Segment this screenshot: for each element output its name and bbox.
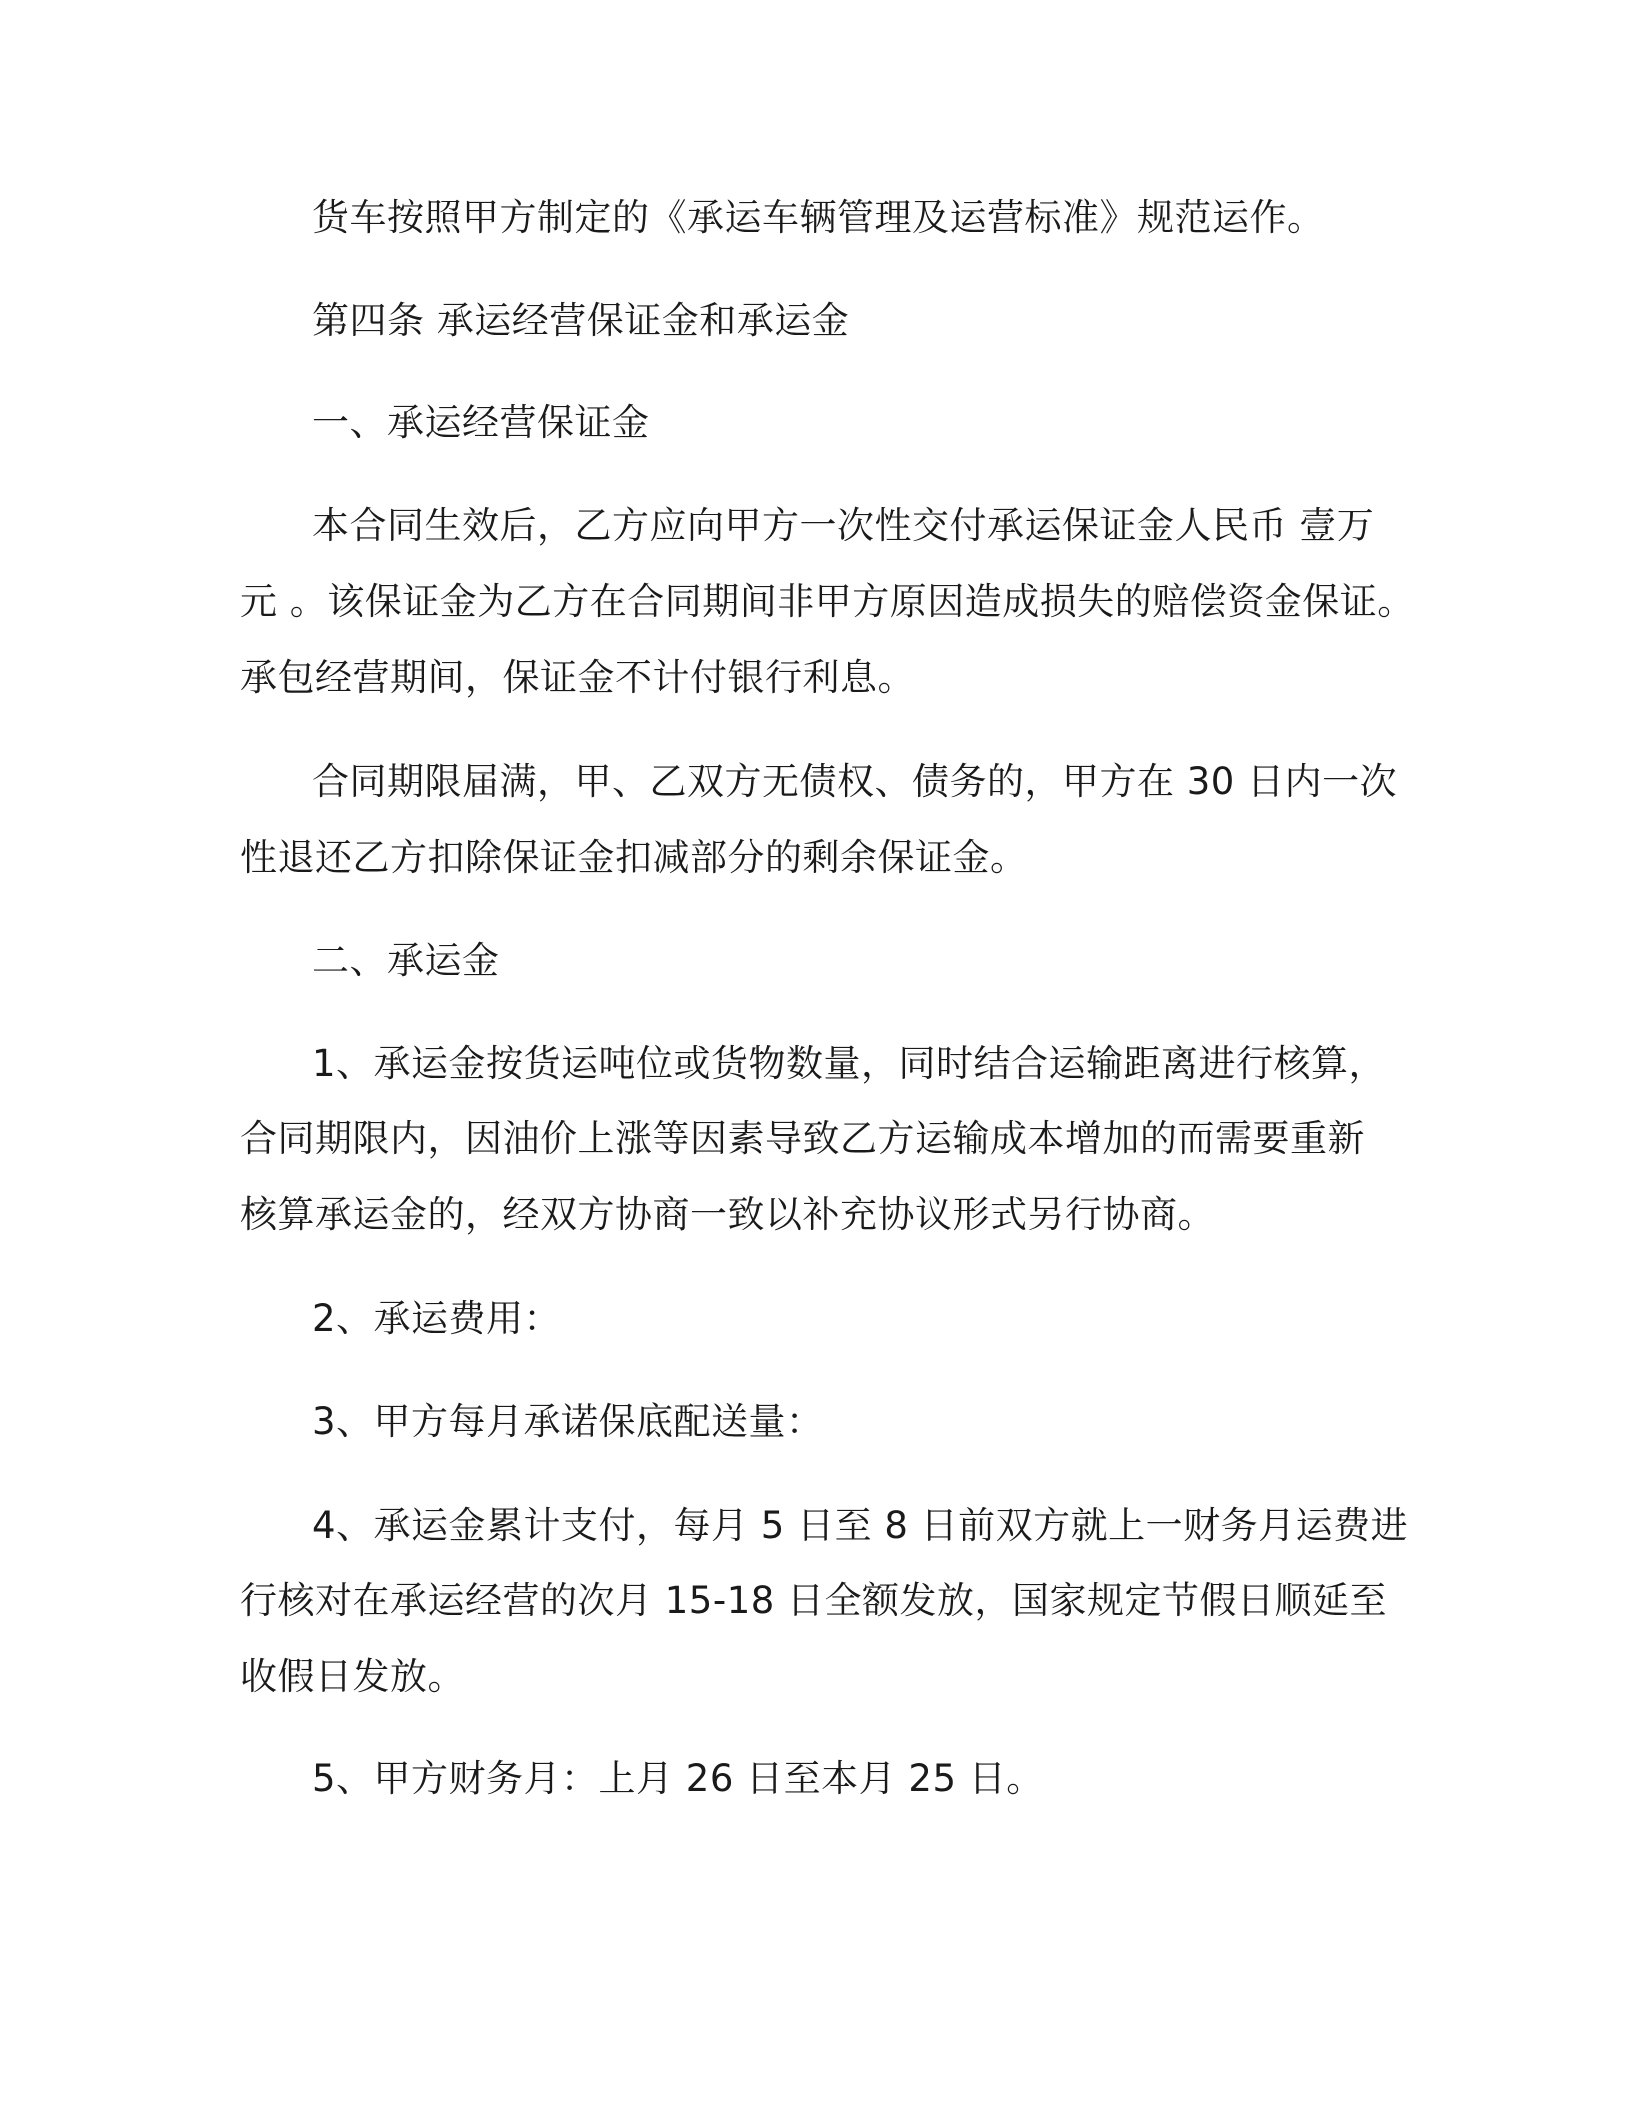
item-5-line: 5、甲方财务月：上月 26 日至本月 25 日。 <box>312 1757 1044 1800</box>
deposit-paragraph-line-2: 元 。该保证金为乙方在合同期间非甲方原因造成损失的赔偿资金保证。 <box>240 580 1415 623</box>
section-two-heading: 二、承运金 <box>312 939 500 982</box>
item-1-line-1: 1、承运金按货运吨位或货物数量，同时结合运输距离进行核算， <box>312 1042 1387 1085</box>
item-1-line-3: 核算承运金的，经双方协商一致以补充协议形式另行协商。 <box>240 1193 1215 1236</box>
item-4-line-1: 4、承运金累计支付，每月 5 日至 8 日前双方就上一财务月运费进 <box>312 1504 1409 1547</box>
deposit-paragraph-line-1: 本合同生效后，乙方应向甲方一次性交付承运保证金人民币 壹万 <box>312 504 1375 547</box>
item-4-line-3: 收假日发放。 <box>240 1655 465 1698</box>
refund-paragraph-line-1: 合同期限届满，甲、乙双方无债权、债务的，甲方在 30 日内一次 <box>312 760 1398 803</box>
article-four-heading: 第四条 承运经营保证金和承运金 <box>312 299 850 342</box>
text-line-operation-standard: 货车按照甲方制定的《承运车辆管理及运营标准》规范运作。 <box>312 196 1325 239</box>
item-2-line: 2、承运费用： <box>312 1297 562 1340</box>
item-1-line-2: 合同期限内，因油价上涨等因素导致乙方运输成本增加的而需要重新 <box>240 1117 1365 1160</box>
section-one-heading: 一、承运经营保证金 <box>312 401 650 444</box>
item-3-line: 3、甲方每月承诺保底配送量： <box>312 1400 824 1443</box>
refund-paragraph-line-2: 性退还乙方扣除保证金扣减部分的剩余保证金。 <box>240 836 1028 879</box>
item-4-line-2: 行核对在承运经营的次月 15-18 日全额发放，国家规定节假日顺延至 <box>240 1579 1388 1622</box>
deposit-paragraph-line-3: 承包经营期间，保证金不计付银行利息。 <box>240 656 915 699</box>
